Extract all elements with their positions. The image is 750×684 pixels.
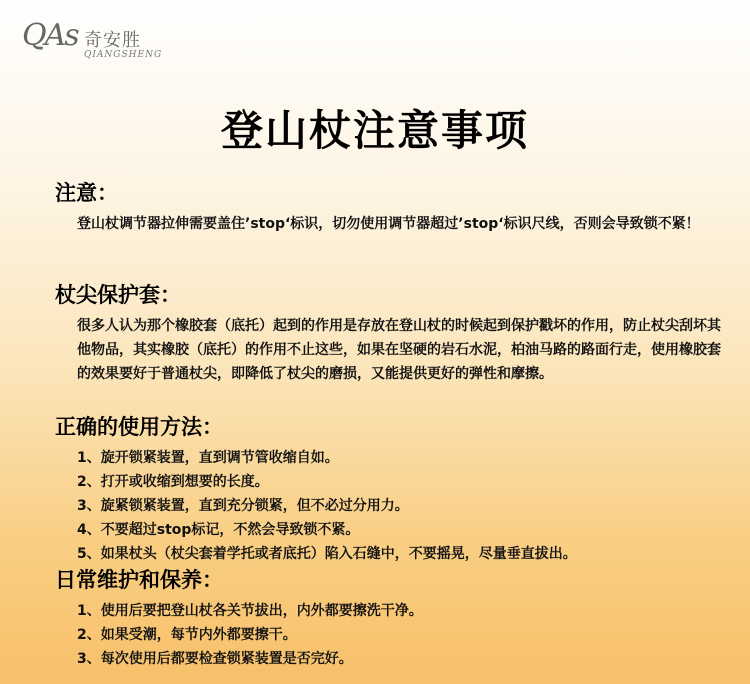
list-item: 3、每次使用后都要检查锁紧装置是否完好。 <box>77 651 353 667</box>
logo-name-cn: 奇安胜 <box>84 30 141 51</box>
section-list <box>77 599 725 671</box>
section-notice <box>55 180 725 236</box>
section-heading: 正确的使用方法： <box>55 415 223 439</box>
section-maintenance <box>55 567 725 671</box>
logo-name-en: QIANGSHENG <box>84 50 163 60</box>
paragraph: 很多人认为那个橡胶套（底托）起到的作用是存放在登山杖的时候起到保护戳坏的作用，防止杖尖刮坏其他物品，其实橡胶（底托）的作用不止这些，如果在坚硬的岩石水泥，柏油马路的路面行走，使用橡胶套的效果要好于普通杖尖，即降低了杖尖的磨损，又能提供更好的弹性和摩擦。 <box>77 318 721 382</box>
logo-mark: QAs <box>22 18 78 53</box>
list-item: 5、如果杖头（杖尖套着学托或者底托）陷入石缝中，不要摇晃，尽量垂直拔出。 <box>77 546 577 562</box>
section-heading: 日常维护和保养： <box>55 568 223 592</box>
section-list <box>77 446 725 566</box>
list-item: 3、旋紧锁紧装置，直到充分锁紧，但不必过分用力。 <box>77 498 409 514</box>
section-heading: 杖尖保护套： <box>55 283 181 307</box>
list-item: 1、使用后要把登山杖各关节拔出，内外都要擦洗干净。 <box>77 603 423 619</box>
section-tip-protector <box>55 282 725 386</box>
list-item: 4、不要超过stop标记，不然会导致锁不紧。 <box>77 522 360 538</box>
brand-logo <box>22 18 222 62</box>
section-body <box>77 212 725 236</box>
page-title: 登山杖注意事项 <box>220 106 529 155</box>
list-item: 2、如果受潮，每节内外都要擦干。 <box>77 627 297 643</box>
list-item: 1、旋开锁紧装置，直到调节管收缩自如。 <box>77 450 339 466</box>
section-body <box>77 314 725 386</box>
section-usage <box>55 414 725 566</box>
paragraph: 登山杖调节器拉伸需要盖住’stop‘标识，切勿使用调节器超过’stop‘标识尺线，否则会导致锁不紧！ <box>77 216 700 232</box>
section-heading: 注意： <box>55 181 118 205</box>
list-item: 2、打开或收缩到想要的长度。 <box>77 474 269 490</box>
